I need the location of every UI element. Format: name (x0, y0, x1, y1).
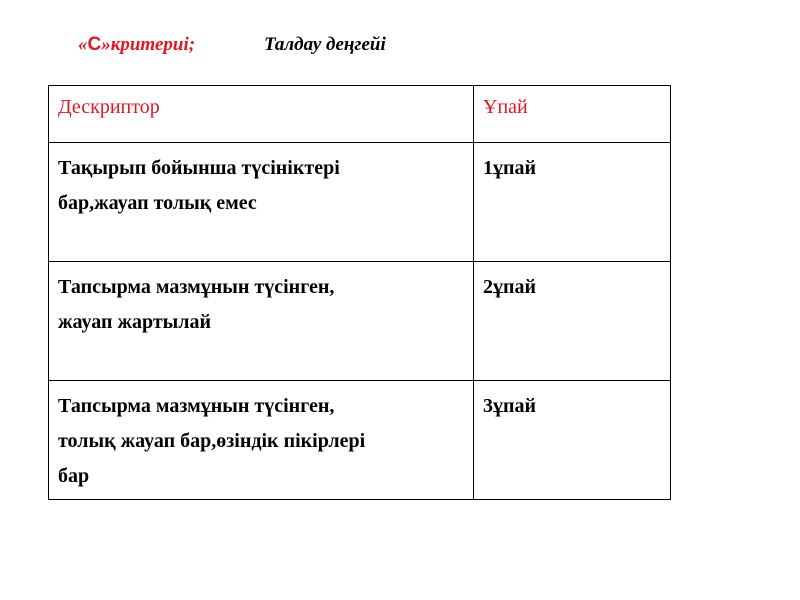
header-descriptor: Дескриптор (49, 86, 474, 143)
criterion-label (78, 34, 195, 56)
table-row (49, 262, 671, 381)
table-header-row (49, 86, 671, 143)
descriptor-cell (49, 262, 474, 381)
table-row (49, 143, 671, 262)
descriptor-cell (49, 381, 474, 500)
thinking-level-label: Талдау деңгейі (264, 34, 386, 55)
descriptor-line: Тапсырма мазмұнын түсінген, (58, 395, 335, 417)
criterion-heading (78, 34, 578, 62)
header-points: Ұпай (474, 86, 671, 143)
criterion-letter: С (87, 34, 102, 55)
close-quote: » (101, 34, 111, 55)
descriptor-line: Тапсырма мазмұнын түсінген, (58, 276, 335, 298)
points-cell: 3ұпай (474, 381, 671, 500)
table-row (49, 381, 671, 500)
points-cell: 1ұпай (474, 143, 671, 262)
points-cell: 2ұпай (474, 262, 671, 381)
descriptor-line: толық жауап бар,өзіндік пікірлері (58, 430, 366, 452)
open-quote: « (78, 34, 88, 55)
rubric-table (48, 85, 671, 500)
descriptor-line: Тақырып бойынша түсініктері (58, 157, 340, 179)
descriptor-line: бар (58, 465, 90, 487)
criterion-suffix: критериі; (110, 34, 196, 55)
descriptor-line: жауап жартылай (58, 311, 212, 333)
descriptor-cell (49, 143, 474, 262)
descriptor-line: бар,жауап толық емес (58, 192, 257, 214)
